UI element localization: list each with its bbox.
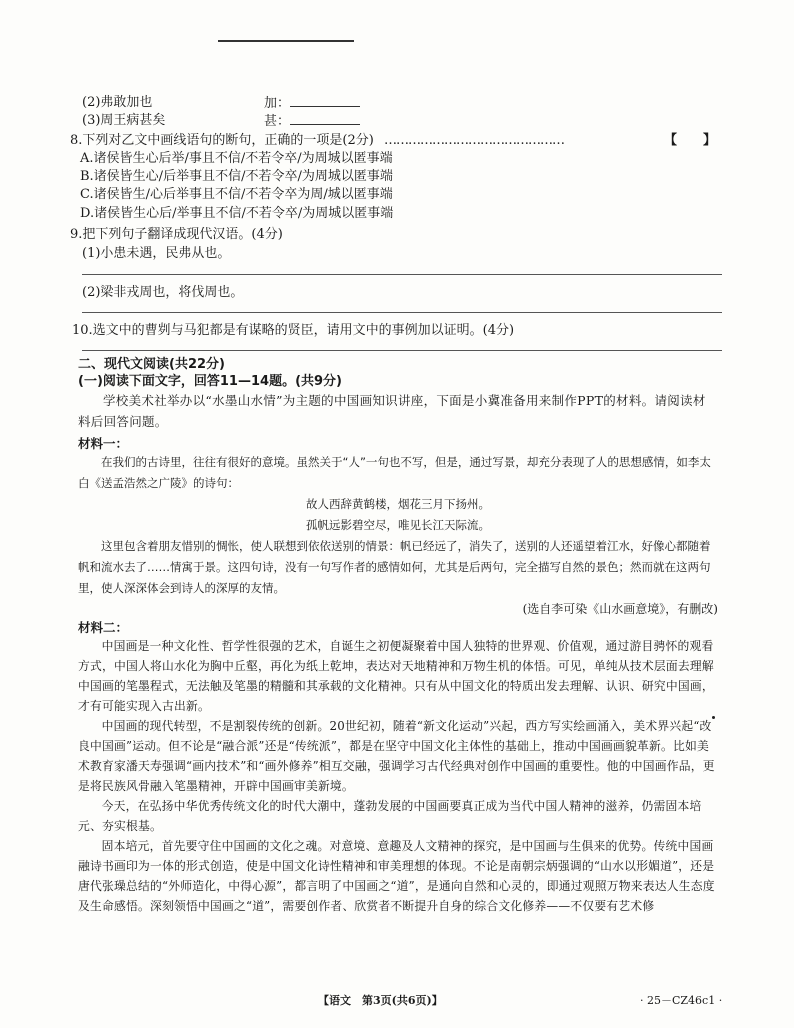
material-1-para-1: 在我们的古诗里，往往有很好的意境。虽然关于“人”一句也不写，但是，通过写景，却充分表现了人的思想感情，如李太白《送孟浩然之广陵》的诗句：	[78, 455, 711, 490]
q8-option-b: B.诸侯皆生心/后举事且不信/不若令卒/为周城以匿事端	[80, 169, 393, 184]
q8-leaders: ………………………………………	[383, 133, 564, 148]
material-1-label: 材料一：	[78, 436, 129, 451]
q7-item-2-blank[interactable]	[290, 94, 360, 107]
poem-line-2: 孤帆远影碧空尽，唯见长江天际流。	[306, 518, 490, 532]
q7-item-3-text: (3)周王病甚矣	[82, 113, 166, 128]
q7-item-2-label: 加：	[264, 96, 291, 111]
q8-option-a: A.诸侯皆生心后举/事且不信/不若令卒/为周城以匿事端	[80, 151, 393, 166]
q10-stem: 10.选文中的曹刿与马犯都是有谋略的贤臣，请用文中的事例加以证明。(4分)	[72, 323, 515, 338]
poem-line-1: 故人西辞黄鹤楼，烟花三月下扬州。	[306, 497, 490, 511]
material-1-para-2: 这里包含着朋友惜别的惆怅，使人联想到依依送别的情景：帆已经远了，消失了，送别的人还遥望着江水，好像心都随着帆和流水去了……情寓于景。这四句诗，没有一句写作者的感情如何，尤其是后两句，完全描写自然的景色；然而就在这两句里，使人深深体会到诗人的深厚的友情。	[78, 539, 711, 595]
section-2-heading: 二、现代文阅读(共22分)	[78, 357, 225, 372]
material-2-label: 材料二：	[78, 620, 129, 635]
q8-answer-bracket[interactable]: 【 】	[663, 133, 716, 148]
material-1-source: (选自李可染《山水画意境》，有删改)	[522, 602, 718, 616]
section-2-sub-heading: (一)阅读下面文字，回答11—14题。(共9分)	[78, 374, 342, 389]
section-2-intro: 学校美术社举办以“水墨山水情”为主题的中国画知识讲座，下面是小冀准备用来制作PPT的材料。请阅读材料后回答问题。	[78, 393, 706, 429]
q9-stem: 9.把下列句子翻译成现代汉语。(4分)	[70, 227, 283, 242]
q7-item-3-target	[264, 112, 360, 130]
material-1-body	[78, 452, 718, 599]
q8-stem-row	[70, 132, 716, 149]
q7-item-3-blank[interactable]	[290, 112, 360, 125]
q10-answer-line[interactable]	[82, 350, 722, 351]
q9-item-2: (2)梁非戎周也，将伐周也。	[82, 285, 244, 300]
q9-item-1: (1)小患未遇，民弗从也。	[82, 246, 231, 261]
top-rule	[218, 40, 354, 42]
material-2-para-2: 中国画的现代转型，不是割裂传统的创新。20世纪初，随着“新文化运动”兴起，西方写实绘画涌入，美术界兴起“改良中国画”运动。但不论是“融合派”还是“传统派”，都是在坚守中国文化主体性的基础上，推动中国画画貌革新。比如美术教育家潘天寿强调“画内技术”和“画外修养”相互交融，强调学习古代经典对创作中国画的重要性。他的中国画作品，更是将民族风骨融入笔墨精神，开辟中国画审美新境。	[78, 719, 715, 793]
material-2-para-3: 今天，在弘扬中华优秀传统文化的时代大潮中，蓬勃发展的中国画要真正成为当代中国人精神的滋养，仍需固本培元、夯实根基。	[78, 799, 702, 833]
q9-item-2-answer-line[interactable]	[82, 312, 722, 313]
q7-item-2-target	[264, 94, 360, 112]
paper-code: · 25－CZ46c1 ·	[640, 994, 723, 1007]
material-2-body	[78, 636, 718, 916]
q9-item-1-answer-line[interactable]	[82, 274, 722, 275]
scan-speck	[712, 716, 715, 719]
q7-item-3-label: 甚：	[264, 114, 291, 129]
q7-item-2-text: (2)弗敢加也	[82, 95, 153, 110]
q8-option-c: C.诸侯皆生/心后举事且不信/不若令卒为周/城以匿事端	[80, 187, 393, 202]
q8-stem: 8.下列对乙文中画线语句的断句，正确的一项是(2分)	[70, 133, 374, 148]
material-2-para-1: 中国画是一种文化性、哲学性很强的艺术，自诞生之初便凝聚着中国人独特的世界观、价值观，通过游目骋怀的观看方式，中国人将山水化为胸中丘壑，再化为纸上乾坤，表达对天地精神和万物生机的体悟。可见，单纯从技术层面去理解中国画的笔墨程式，无法触及笔墨的精髓和其承载的文化精神。只有从中国文化的特质出发去理解、认识、研究中国画，才有可能实现入古出新。	[78, 639, 714, 713]
q8-option-d: D.诸侯皆生心后/举事且不信/不若令卒/为周城以匿事端	[80, 206, 394, 221]
material-2-para-4: 固本培元，首先要守住中国画的文化之魂。对意境、意趣及人文精神的探究，是中国画与生俱来的优势。传统中国画融诗书画印为一体的形式创造，使是中国文化诗性精神和审美理想的体现。不论是南朝宗炳强调的“山水以形媚道”，还是唐代张璪总结的“外师造化，中得心源”，都言明了中国画之“道”，是通向自然和心灵的，即通过观照万物来表达人生态度及生命感悟。深刻领悟中国画之“道”，需要创作者、欣赏者不断提升自身的综合文化修养——不仅要有艺术修	[78, 839, 715, 913]
page-number: 【语文 第3页(共6页)】	[318, 994, 443, 1007]
page-footer	[0, 992, 794, 1010]
